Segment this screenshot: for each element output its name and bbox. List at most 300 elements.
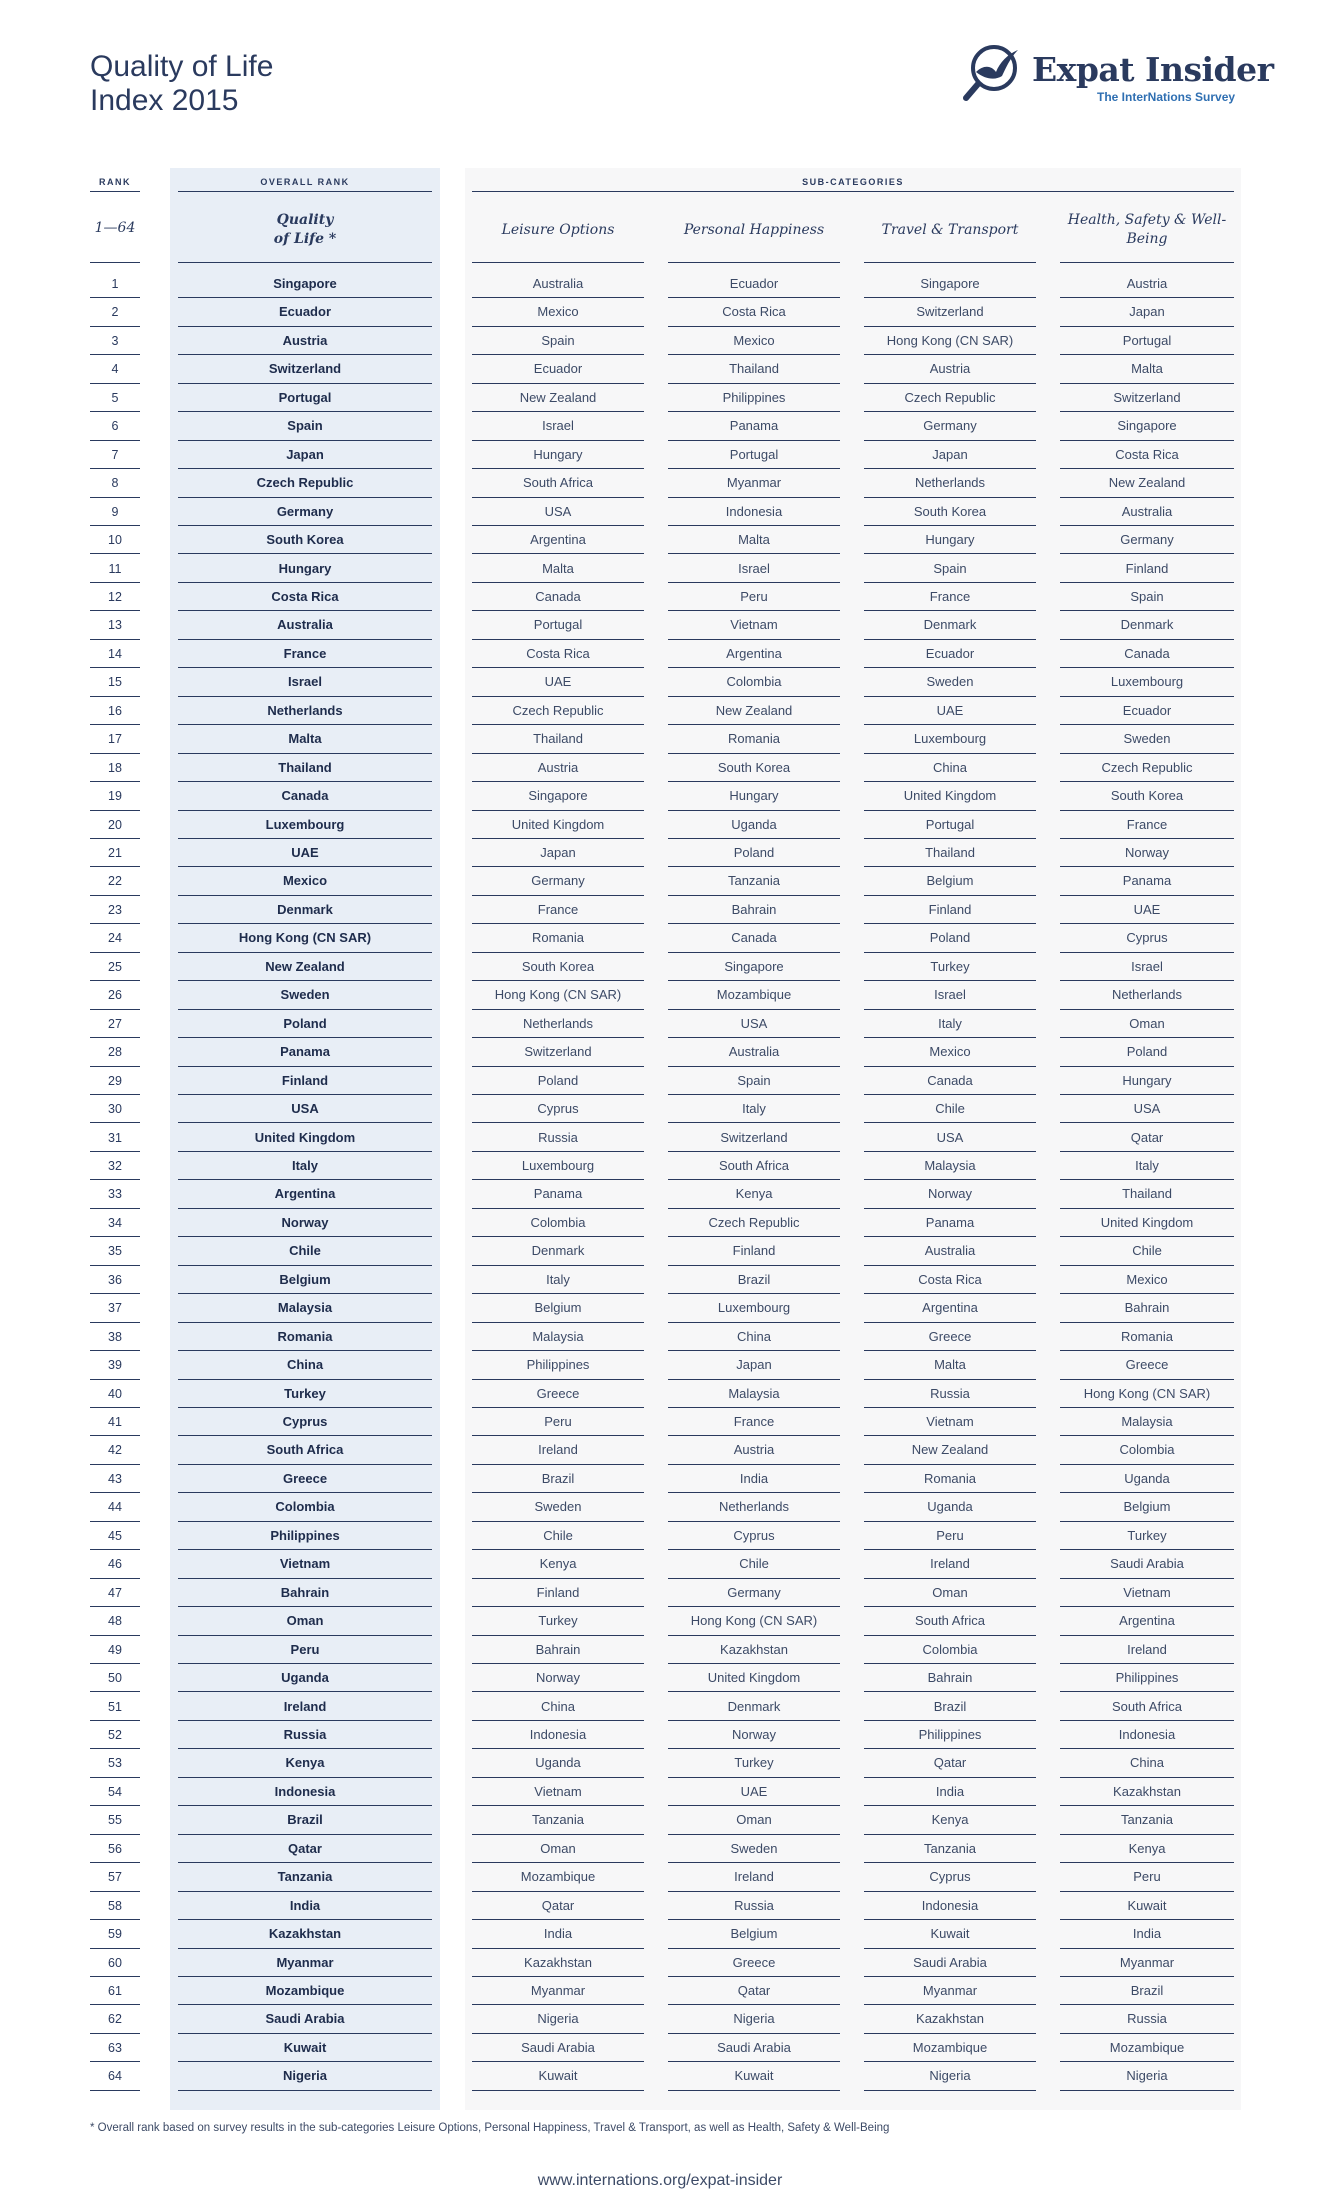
rank-cell: 51 [90,1693,140,1721]
rank-cell: 42 [90,1436,140,1464]
health-cell: South Africa [1060,1693,1234,1721]
leisure-cell: South Africa [472,469,644,497]
happiness-cell: Turkey [668,1749,840,1777]
rank-cell: 14 [90,640,140,668]
happiness-cell: Luxembourg [668,1294,840,1322]
rank-cell: 6 [90,412,140,440]
expat-insider-logo [962,44,1274,104]
happiness-cell: Saudi Arabia [668,2034,840,2062]
health-cell: Romania [1060,1323,1234,1351]
overall-country-cell: Czech Republic [178,469,432,497]
overall-country-cell: Indonesia [178,1778,432,1806]
leisure-cell: India [472,1920,644,1948]
health-cell: Saudi Arabia [1060,1550,1234,1578]
overall-country-cell: Colombia [178,1493,432,1521]
travel-cell: Switzerland [864,298,1036,326]
overall-country-cell: United Kingdom [178,1124,432,1152]
table-row [90,1636,1241,1664]
rank-cell: 52 [90,1721,140,1749]
travel-cell: Cyprus [864,1863,1036,1891]
leisure-cell: Spain [472,327,644,355]
leisure-cell: Ecuador [472,355,644,383]
travel-cell: Bahrain [864,1664,1036,1692]
table-row [90,298,1241,326]
happiness-cell: Brazil [668,1266,840,1294]
health-cell: Mozambique [1060,2034,1234,2062]
health-cell: Nigeria [1060,2062,1234,2090]
health-cell: Tanzania [1060,1806,1234,1834]
travel-cell: Oman [864,1579,1036,1607]
travel-cell: Colombia [864,1636,1036,1664]
health-cell: Myanmar [1060,1949,1234,1977]
health-cell: Malaysia [1060,1408,1234,1436]
rank-cell: 45 [90,1522,140,1550]
title-line-1: Quality of Life [90,50,274,83]
overall-country-cell: Nigeria [178,2062,432,2090]
travel-cell: Chile [864,1095,1036,1123]
happiness-cell: Mozambique [668,981,840,1009]
overall-country-cell: Kenya [178,1749,432,1777]
travel-cell: Kazakhstan [864,2005,1036,2033]
happiness-cell: Austria [668,1436,840,1464]
health-cell: Poland [1060,1038,1234,1066]
happiness-cell: Romania [668,725,840,753]
table-row [90,1522,1241,1550]
health-cell: Luxembourg [1060,668,1234,696]
health-cell: Netherlands [1060,981,1234,1009]
happiness-cell: Philippines [668,384,840,412]
overall-country-cell: Malaysia [178,1294,432,1322]
travel-cell: India [864,1778,1036,1806]
happiness-cell: Myanmar [668,469,840,497]
table-row [90,697,1241,725]
rank-cell: 39 [90,1351,140,1379]
overall-country-cell: Sweden [178,981,432,1009]
table-row [90,526,1241,554]
table-row [90,2062,1241,2090]
leisure-cell: Vietnam [472,1778,644,1806]
health-cell: France [1060,811,1234,839]
overall-country-cell: Vietnam [178,1550,432,1578]
table-row [90,1892,1241,1920]
subcategory-title-health: Health, Safety & Well-Being [1067,212,1227,247]
travel-cell: Canada [864,1067,1036,1095]
subcategories-header-rule [472,191,1234,192]
rank-header-rule [90,191,140,192]
leisure-cell: Thailand [472,725,644,753]
happiness-cell: Switzerland [668,1124,840,1152]
rank-cell: 41 [90,1408,140,1436]
happiness-cell: Colombia [668,668,840,696]
table-row [90,924,1241,952]
leisure-cell: Saudi Arabia [472,2034,644,2062]
happiness-cell: Israel [668,555,840,583]
happiness-cell: Australia [668,1038,840,1066]
overall-header-rule [178,191,432,192]
leisure-cell: Israel [472,412,644,440]
happiness-cell: UAE [668,1778,840,1806]
leisure-cell: Switzerland [472,1038,644,1066]
travel-cell: Spain [864,555,1036,583]
table-row [90,611,1241,639]
happiness-cell: Spain [668,1067,840,1095]
travel-cell: Israel [864,981,1036,1009]
health-cell: Switzerland [1060,384,1234,412]
table-row [90,1209,1241,1237]
travel-cell: Argentina [864,1294,1036,1322]
rank-cell: 23 [90,896,140,924]
rank-cell: 40 [90,1380,140,1408]
health-cell: Israel [1060,953,1234,981]
rank-cell: 61 [90,1977,140,2005]
travel-cell: USA [864,1124,1036,1152]
leisure-cell: United Kingdom [472,811,644,839]
rank-cell: 1 [90,270,140,298]
rank-cell: 29 [90,1067,140,1095]
rank-cell: 25 [90,953,140,981]
travel-cell: Philippines [864,1721,1036,1749]
health-cell: South Korea [1060,782,1234,810]
leisure-cell: Mozambique [472,1863,644,1891]
health-cell: China [1060,1749,1234,1777]
rank-cell: 34 [90,1209,140,1237]
table-row [90,839,1241,867]
table-row [90,1010,1241,1038]
leisure-cell: Hong Kong (CN SAR) [472,981,644,1009]
happiness-cell: Hong Kong (CN SAR) [668,1607,840,1635]
rank-cell: 44 [90,1493,140,1521]
health-cell: Austria [1060,270,1234,298]
rank-cell: 28 [90,1038,140,1066]
travel-cell: Mozambique [864,2034,1036,2062]
overall-title-line-2: of Life * [273,231,337,247]
leisure-cell: Myanmar [472,1977,644,2005]
health-cell: Kazakhstan [1060,1778,1234,1806]
leisure-cell: Bahrain [472,1636,644,1664]
overall-country-cell: Kuwait [178,2034,432,2062]
travel-cell: Turkey [864,953,1036,981]
rank-cell: 3 [90,327,140,355]
health-cell: Panama [1060,867,1234,895]
overall-country-cell: Chile [178,1237,432,1265]
travel-cell: France [864,583,1036,611]
leisure-cell: USA [472,498,644,526]
leisure-cell: Turkey [472,1607,644,1635]
table-row [90,1835,1241,1863]
rank-cell: 53 [90,1749,140,1777]
leisure-column-rule [472,262,644,263]
rank-header: RANK [99,177,131,187]
leisure-cell: Oman [472,1835,644,1863]
leisure-cell: Kenya [472,1550,644,1578]
overall-country-cell: Costa Rica [178,583,432,611]
overall-country-cell: Kazakhstan [178,1920,432,1948]
travel-cell: Costa Rica [864,1266,1036,1294]
health-cell: Portugal [1060,327,1234,355]
table-row [90,498,1241,526]
table-row [90,1778,1241,1806]
health-cell: Oman [1060,1010,1234,1038]
travel-cell: Brazil [864,1693,1036,1721]
overall-country-cell: South Korea [178,526,432,554]
rank-cell: 19 [90,782,140,810]
travel-cell: Ecuador [864,640,1036,668]
rank-cell: 56 [90,1835,140,1863]
table-row [90,270,1241,298]
overall-country-cell: Greece [178,1465,432,1493]
happiness-cell: Oman [668,1806,840,1834]
health-cell: Canada [1060,640,1234,668]
table-row [90,327,1241,355]
leisure-cell: Kazakhstan [472,1949,644,1977]
happiness-cell: Nigeria [668,2005,840,2033]
table-row [90,1664,1241,1692]
health-cell: Costa Rica [1060,441,1234,469]
subcategory-title-leisure: Leisure Options [501,221,615,238]
overall-country-cell: Ecuador [178,298,432,326]
table-row [90,1436,1241,1464]
leisure-cell: Argentina [472,526,644,554]
health-cell: Spain [1060,583,1234,611]
overall-country-cell: Singapore [178,270,432,298]
overall-country-cell: Mozambique [178,1977,432,2005]
overall-country-cell: Russia [178,1721,432,1749]
happiness-cell: Belgium [668,1920,840,1948]
travel-cell: Kuwait [864,1920,1036,1948]
travel-cell: Malta [864,1351,1036,1379]
overall-country-cell: Netherlands [178,697,432,725]
table-row [90,1607,1241,1635]
rank-cell: 8 [90,469,140,497]
rank-cell: 46 [90,1550,140,1578]
travel-cell: Belgium [864,867,1036,895]
leisure-cell: Mexico [472,298,644,326]
table-row [90,1749,1241,1777]
overall-country-cell: Bahrain [178,1579,432,1607]
table-row [90,896,1241,924]
travel-cell: South Africa [864,1607,1036,1635]
table-row [90,1180,1241,1208]
table-row [90,1294,1241,1322]
table-row [90,811,1241,839]
happiness-cell: China [668,1323,840,1351]
leisure-cell: Austria [472,754,644,782]
overall-country-cell: Australia [178,611,432,639]
leisure-cell: Panama [472,1180,644,1208]
health-cell: Ireland [1060,1636,1234,1664]
table-row [90,1351,1241,1379]
health-cell: Belgium [1060,1493,1234,1521]
table-row [90,725,1241,753]
rank-cell: 16 [90,697,140,725]
leisure-cell: Indonesia [472,1721,644,1749]
health-cell: Bahrain [1060,1294,1234,1322]
overall-country-cell: India [178,1892,432,1920]
leisure-cell: Hungary [472,441,644,469]
overall-country-cell: Uganda [178,1664,432,1692]
health-cell: Australia [1060,498,1234,526]
health-cell: Cyprus [1060,924,1234,952]
happiness-cell: Bahrain [668,896,840,924]
health-cell: Indonesia [1060,1721,1234,1749]
leisure-cell: Romania [472,924,644,952]
table-row [90,412,1241,440]
leisure-cell: Russia [472,1124,644,1152]
travel-cell: Netherlands [864,469,1036,497]
table-row [90,384,1241,412]
overall-country-cell: Romania [178,1323,432,1351]
health-cell: Malta [1060,355,1234,383]
rank-cell: 57 [90,1863,140,1891]
overall-country-cell: Saudi Arabia [178,2005,432,2033]
health-cell: USA [1060,1095,1234,1123]
health-cell: Singapore [1060,412,1234,440]
table-row [90,1152,1241,1180]
table-row [90,1124,1241,1152]
happiness-cell: Mexico [668,327,840,355]
health-cell: Turkey [1060,1522,1234,1550]
travel-column-rule [864,262,1036,263]
rank-cell: 47 [90,1579,140,1607]
travel-cell: Australia [864,1237,1036,1265]
happiness-cell: Argentina [668,640,840,668]
travel-cell: United Kingdom [864,782,1036,810]
overall-country-cell: Denmark [178,896,432,924]
table-row [90,1095,1241,1123]
happiness-cell: Tanzania [668,867,840,895]
overall-country-cell: Qatar [178,1835,432,1863]
happiness-cell: Chile [668,1550,840,1578]
happiness-cell: Malta [668,526,840,554]
happiness-cell: Ireland [668,1863,840,1891]
leisure-cell: Greece [472,1380,644,1408]
table-row [90,981,1241,1009]
rank-cell: 20 [90,811,140,839]
rank-cell: 17 [90,725,140,753]
leisure-cell: Nigeria [472,2005,644,2033]
table-row [90,668,1241,696]
table-row [90,583,1241,611]
overall-country-cell: Norway [178,1209,432,1237]
overall-column-rule [178,262,432,263]
rank-cell: 21 [90,839,140,867]
table-row [90,1920,1241,1948]
travel-cell: Malaysia [864,1152,1036,1180]
subcategories-header: SUB-CATEGORIES [802,177,904,187]
table-row [90,1550,1241,1578]
happiness-cell: India [668,1465,840,1493]
table-row [90,1806,1241,1834]
travel-cell: Luxembourg [864,725,1036,753]
subcategory-title-travel: Travel & Transport [881,221,1019,238]
rank-cell: 4 [90,355,140,383]
happiness-cell: Indonesia [668,498,840,526]
overall-country-cell: New Zealand [178,953,432,981]
happiness-cell: Kenya [668,1180,840,1208]
happiness-cell: New Zealand [668,697,840,725]
leisure-cell: Uganda [472,1749,644,1777]
travel-cell: South Korea [864,498,1036,526]
travel-cell: Denmark [864,611,1036,639]
travel-cell: Vietnam [864,1408,1036,1436]
health-cell: New Zealand [1060,469,1234,497]
rank-cell: 63 [90,2034,140,2062]
rank-cell: 55 [90,1806,140,1834]
travel-cell: Singapore [864,270,1036,298]
overall-country-cell: Japan [178,441,432,469]
travel-cell: Portugal [864,811,1036,839]
table-row [90,1323,1241,1351]
happiness-cell: Hungary [668,782,840,810]
table-row [90,1408,1241,1436]
table-row [90,1465,1241,1493]
table-row [90,441,1241,469]
rank-cell: 59 [90,1920,140,1948]
travel-cell: Ireland [864,1550,1036,1578]
health-cell: United Kingdom [1060,1209,1234,1237]
happiness-cell: Malaysia [668,1380,840,1408]
travel-cell: Hong Kong (CN SAR) [864,327,1036,355]
overall-country-cell: Tanzania [178,1863,432,1891]
leisure-cell: Germany [472,867,644,895]
happiness-cell: Ecuador [668,270,840,298]
rank-cell: 33 [90,1180,140,1208]
rank-column-rule [90,262,140,263]
table-row [90,867,1241,895]
happiness-column-rule [668,262,840,263]
table-row [90,1693,1241,1721]
subcategory-title-happiness: Personal Happiness [683,221,825,238]
rank-cell: 2 [90,298,140,326]
table-row [90,1266,1241,1294]
table-row [90,1949,1241,1977]
health-cell: Czech Republic [1060,754,1234,782]
overall-country-cell: Ireland [178,1693,432,1721]
overall-country-cell: Austria [178,327,432,355]
rank-cell: 50 [90,1664,140,1692]
rank-cell: 48 [90,1607,140,1635]
travel-cell: Nigeria [864,2062,1036,2090]
website-url[interactable]: www.internations.org/expat-insider [537,2172,783,2189]
travel-cell: Norway [864,1180,1036,1208]
happiness-cell: Japan [668,1351,840,1379]
rank-cell: 27 [90,1010,140,1038]
rank-range: 1—64 [94,220,136,236]
leisure-cell: France [472,896,644,924]
happiness-cell: USA [668,1010,840,1038]
overall-country-cell: Panama [178,1038,432,1066]
happiness-cell: Norway [668,1721,840,1749]
health-cell: Hong Kong (CN SAR) [1060,1380,1234,1408]
health-cell: Denmark [1060,611,1234,639]
travel-cell: Thailand [864,839,1036,867]
table-row [90,1493,1241,1521]
overall-country-cell: China [178,1351,432,1379]
overall-country-cell: Oman [178,1607,432,1635]
health-column-rule [1060,262,1234,263]
page-title [90,50,273,118]
title-line-2: Index 2015 [90,84,239,117]
leisure-cell: Norway [472,1664,644,1692]
happiness-cell: Kazakhstan [668,1636,840,1664]
leisure-cell: Luxembourg [472,1152,644,1180]
table-row [90,2005,1241,2033]
rank-cell: 31 [90,1124,140,1152]
happiness-cell: South Korea [668,754,840,782]
table-row [90,782,1241,810]
rank-cell: 18 [90,754,140,782]
travel-cell: Austria [864,355,1036,383]
